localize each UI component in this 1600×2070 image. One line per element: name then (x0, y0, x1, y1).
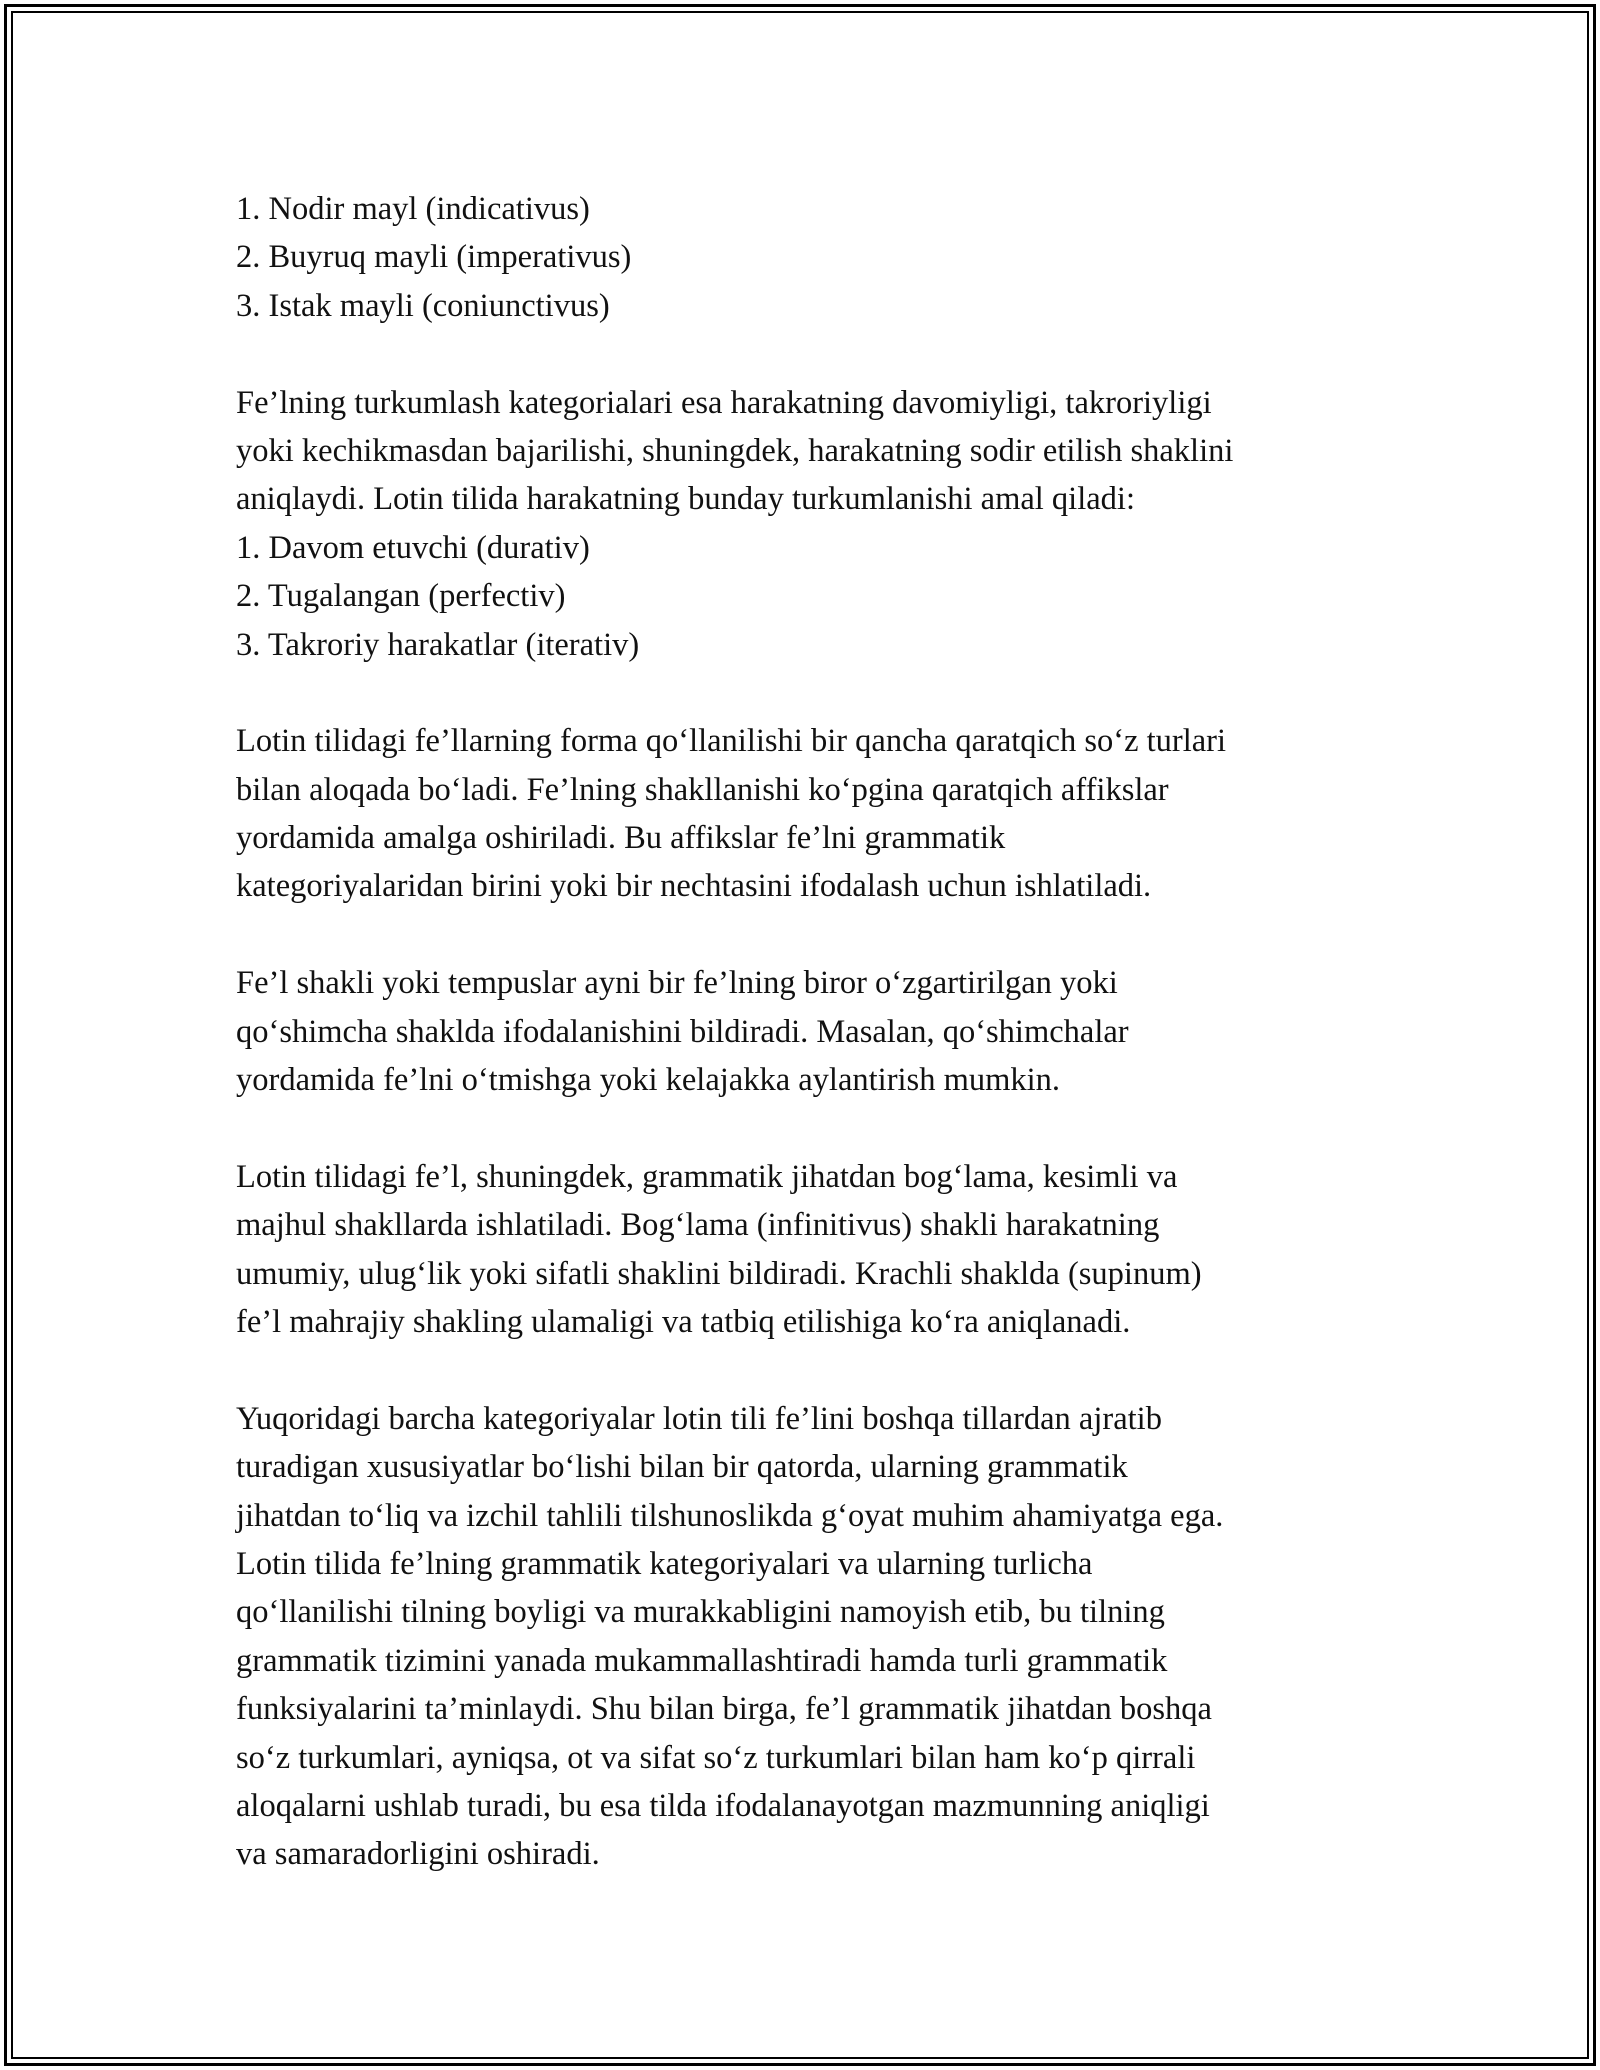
list-item: 1. Nodir mayl (indicativus) (236, 191, 590, 227)
paragraph-line: Fe’lning turkumlash kategorialari esa harakatning davomiyligi, takroriyligi (236, 384, 1212, 421)
document-body (236, 185, 1416, 1879)
tense-paragraph (236, 959, 1416, 1104)
infinitive-paragraph (236, 1153, 1416, 1347)
list-item: 2. Buyruq mayli (imperativus) (236, 239, 632, 276)
paragraph-line: aloqalarni ushlab turadi, bu esa tilda ifodalanayotgan mazmunning aniqligi (236, 1787, 1210, 1824)
paragraph-line: yoki kechikmasdan bajarilishi, shuningdek, harakatning sodir etilish shaklini (236, 432, 1234, 469)
paragraph-line: va samaradorligini oshiradi. (236, 1836, 600, 1873)
paragraph-line: grammatik tizimini yanada mukammallashtiradi hamda turli grammatik (236, 1642, 1168, 1679)
aspect-paragraph (236, 379, 1416, 669)
paragraph-line: Lotin tilidagi fe’l, shuningdek, grammatik jihatdan bog‘lama, kesimli va (236, 1158, 1178, 1195)
paragraph-line: turadigan xususiyatlar bo‘lishi bilan bir qatorda, ularning grammatik (236, 1449, 1128, 1486)
list-item: 3. Takroriy harakatlar (iterativ) (236, 626, 640, 663)
paragraph-line: fe’l mahrajiy shakling ulamaligi va tatbiq etilishiga ko‘ra aniqlanadi. (236, 1303, 1131, 1340)
list-item: 1. Davom etuvchi (durativ) (236, 529, 590, 566)
conclusion-paragraph (236, 1395, 1416, 1879)
paragraph-line: so‘z turkumlari, ayniqsa, ot va sifat so‘z turkumlari bilan ham ko‘p qirrali (236, 1739, 1196, 1776)
paragraph-line: kategoriyalaridan birini yoki bir nechtasini ifodalash uchun ishlatiladi. (236, 868, 1152, 905)
paragraph-line: funksiyalarini ta’minlaydi. Shu bilan birga, fe’l grammatik jihatdan boshqa (236, 1691, 1212, 1728)
paragraph-line: umumiy, ulug‘lik yoki sifatli shaklini bildiradi. Krachli shaklda (supinum) (236, 1255, 1202, 1292)
paragraph-line: Fe’l shakli yoki tempuslar ayni bir fe’lning biror o‘zgartirilgan yoki (236, 965, 1118, 1002)
list-item: 3. Istak mayli (coniunctivus) (236, 287, 610, 324)
paragraph-line: Lotin tilida fe’lning grammatik kategoriyalari va ularning turlicha (236, 1545, 1093, 1582)
paragraph-line: yordamida fe’lni o‘tmishga yoki kelajakka aylantirish mumkin. (236, 1062, 1061, 1099)
forms-paragraph (236, 717, 1416, 911)
paragraph-line: qo‘shimcha shaklda ifodalanishini bildiradi. Masalan, qo‘shimchalar (236, 1013, 1129, 1050)
paragraph-line: Lotin tilidagi fe’llarning forma qo‘llanilishi bir qancha qaratqich so‘z turlari (236, 723, 1227, 760)
paragraph-line: qo‘llanilishi tilning boyligi va murakkabligini namoyish etib, bu tilning (236, 1594, 1165, 1631)
paragraph-line: bilan aloqada bo‘ladi. Fe’lning shakllanishi ko‘pgina qaratqich affikslar (236, 771, 1169, 808)
paragraph-line: majhul shakllarda ishlatiladi. Bog‘lama (infinitivus) shakli harakatning (236, 1207, 1160, 1244)
paragraph-line: aniqlaydi. Lotin tilida harakatning bunday turkumlanishi amal qiladi: (236, 481, 1135, 518)
paragraph-line: yordamida amalga oshiriladi. Bu affikslar fe’lni grammatik (236, 820, 1006, 857)
paragraph-line: jihatdan to‘liq va izchil tahlili tilshunoslikda g‘oyat muhim ahamiyatga ega. (236, 1497, 1224, 1534)
list-item: 2. Tugalangan (perfectiv) (236, 578, 566, 615)
paragraph-line: Yuqoridagi barcha kategoriyalar lotin tili fe’lini boshqa tillardan ajratib (236, 1400, 1162, 1437)
moods-list (236, 185, 1416, 330)
